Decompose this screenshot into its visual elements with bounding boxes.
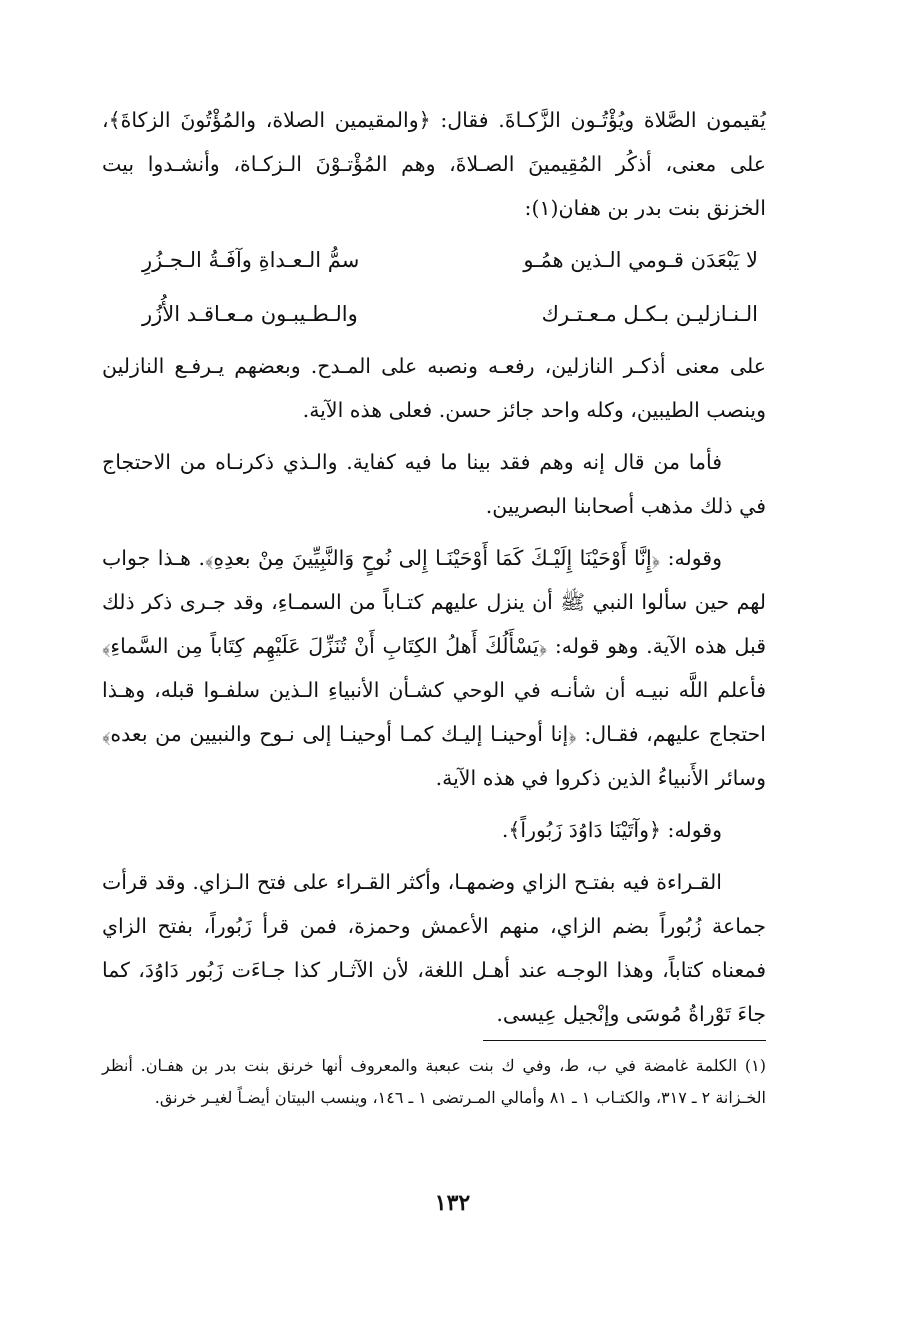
footnote: (١) الكلمة غامضة في ب، ط، وفي ك بنت عبعبة والمعروف أنها خرنق بنت بدر بن هفـان. أنظر الخـزانة ٢ ـ ٣١٧، والكتـاب ١ ـ ٨١ وأمالي المـرتضى ١ ـ ١٤٦، وينسب البيتان أيضـاً لغيـر خرنق.: [102, 1056, 766, 1107]
paragraph-1: يُقيمون الصَّلاة ويُؤْتُـون الزَّكـاةَ. فقال: ﴿والمقيمين الصلاة، والمُؤْتُونَ الزكاةَ﴾، على معنى، أذكُر المُقِيمينَ الصـلاةَ، وهم المُؤْتـوْنَ الـزكـاة، وأنشـدوا بيت الخزنق بنت بدر بن هفان(١):: [102, 108, 766, 220]
page-number: ١٣٢: [434, 1190, 471, 1216]
footnote-divider: [483, 1040, 766, 1041]
paragraph-6: القـراءة فيه بفتـح الزاي وضمهـا، وأكثر القـراء على فتح الـزاي. وقد قرأت جماعة زُبُوراً بضم الزاي، منهم الأعمش وحمزة، فمن قرأ زَبُوراً، بفتح الزاي فمعناه كتاباً، وهذا الوجـه عند أهـل اللغة، لأن الآثـار كذا جـاءَت زَبُور دَاوُدَ، كما جاءَ تَوْراةُ مُوسَى وإنْجيل عِيسى.: [102, 870, 766, 1026]
verse-2-second-hemistich: والـطـيبـون مـعـاقـد الأُزُر: [142, 302, 358, 326]
verse-1-second-hemistich: سمُّ الـعـداةِ وآفَـةُ الـجـزُرِ: [142, 248, 360, 272]
verse-2-first-hemistich: الـنـازليـن بـكـل مـعـتـرك: [541, 302, 758, 326]
paragraph-5: وقوله: ﴿وآتَيْنَا دَاوُدَ زَبُوراً﴾.: [501, 818, 722, 842]
poem-verse-2: [142, 290, 758, 338]
paragraph-2: على معنى أذكـر النازلين، رفعـه ونصبه على المـدح. وبعضهم يـرفـع النازلين وينصب الطيبين، وكله واحد جائز حسن. فعلى هذه الآية.: [102, 354, 766, 422]
paragraph-3: فأما من قال إنه وهم فقد بينا ما فيه كفاية. والـذي ذكرنـاه من الاحتجاج في ذلك مذهب أصحابنا البصريين.: [102, 450, 766, 518]
paragraph-4: وقوله: ﴿إِنَّا أَوْحَيْنَا إِلَيْـكَ كَمَا أَوْحَيْنَـا إِلى نُوحٍ وَالنَّبِيِّينَ مِنْ بعدِهِ﴾. هـذا جواب لهم حين سألوا النبي ﷺ أن ينزل عليهم كتـاباً من السمـاءِ، وقد جـرى ذكر ذلك قبل هذه الآية. وهو قوله: ﴿يَسْأَلُكَ أَهلُ الكِتَابِ أَنْ تُنَزِّلَ عَلَيْهِم كِتَاباً مِن السَّماءِ﴾ فأعلم اللَّه نبيـه أن شأنـه في الوحي كشـأن الأنبياءِ الـذين سلفـوا قبله، وهـذا احتجاج عليهم، فقـال: ﴿إنا أوحينـا إليـك كمـا أوحينـا إلى نـوح والنبيين من بعده﴾ وسائر الأَنبياءُ الذين ذكروا في هذه الآية.: [102, 546, 766, 790]
poem-verse-1: [142, 236, 758, 284]
page-body: [102, 98, 766, 1036]
verse-1-first-hemistich: لا يَبْعَدَن قـومي الـذين همُـو: [523, 248, 758, 272]
